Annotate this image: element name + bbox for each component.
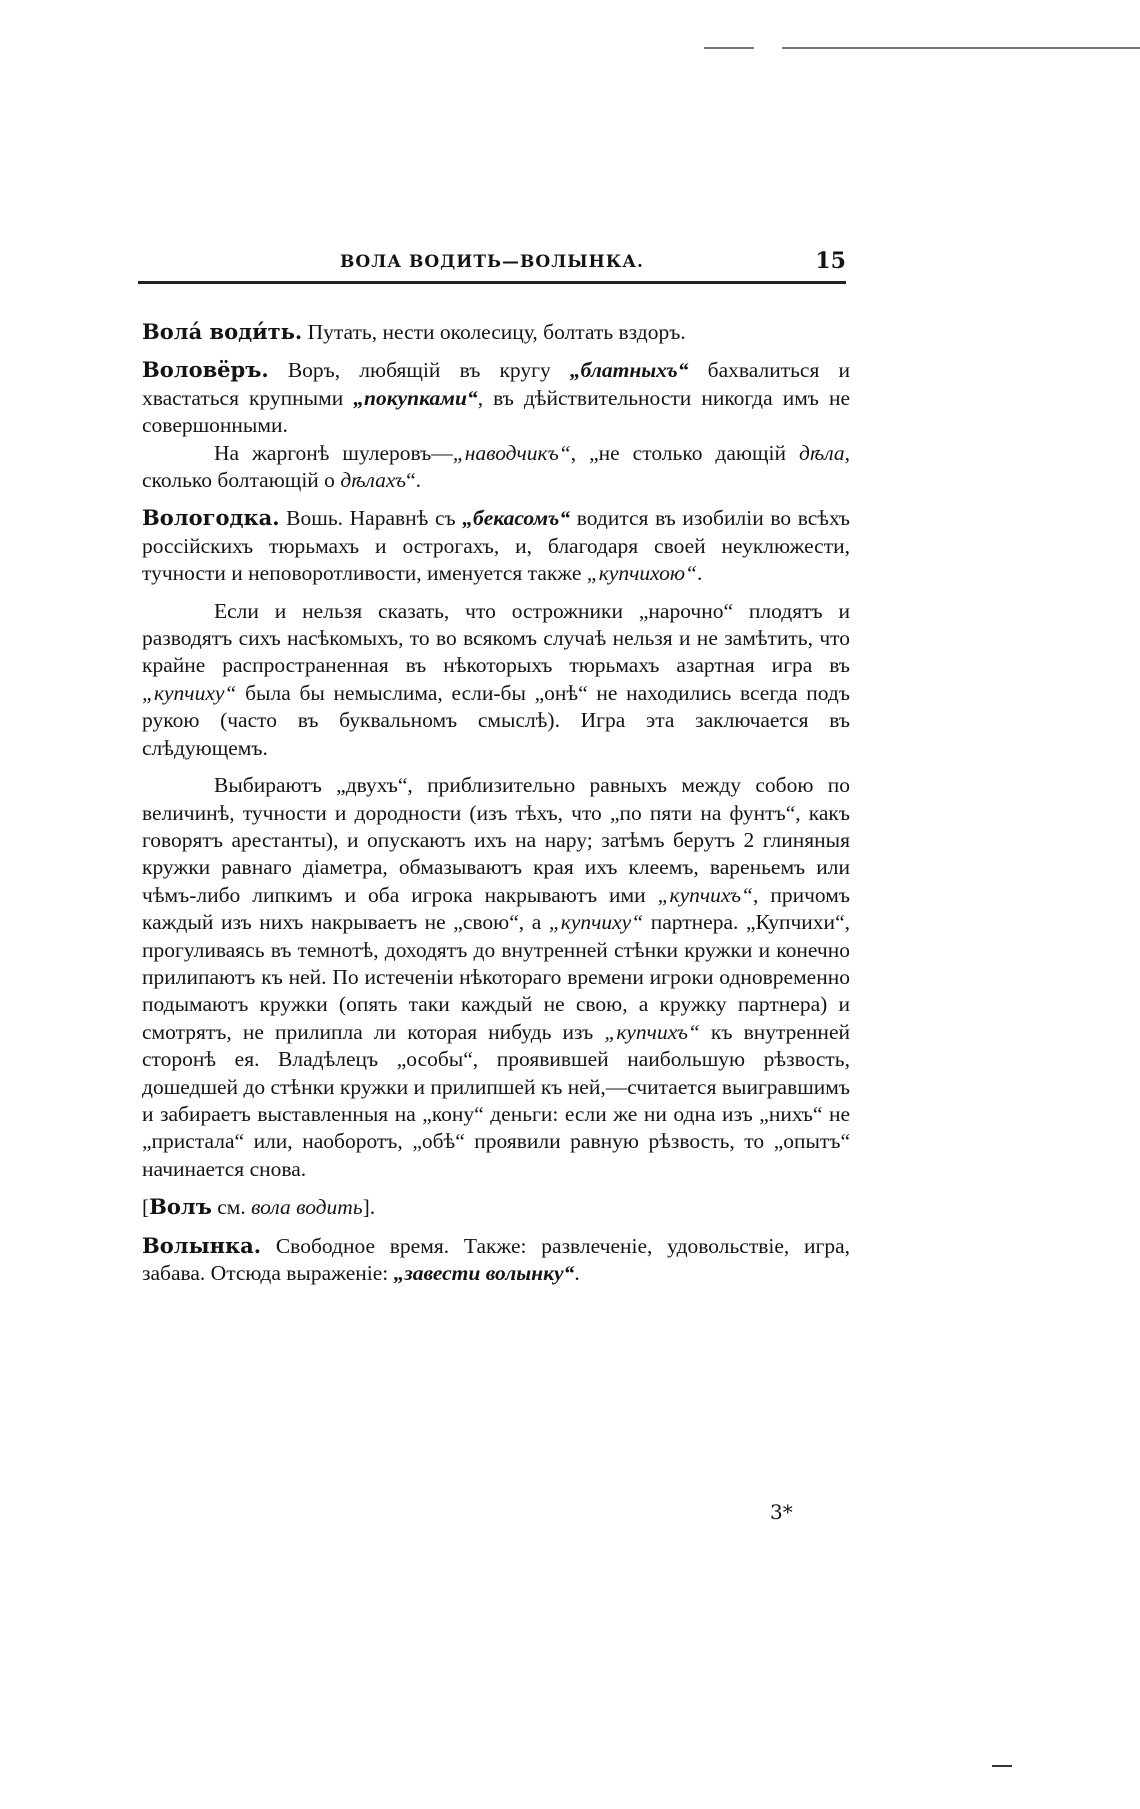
header-rule [138,281,846,284]
entry-headword: Волъ [149,1194,212,1220]
entry-quote: дѣла [799,440,845,465]
cross-reference: вола водить [251,1195,363,1220]
entry-vola-vodit [142,318,850,346]
entry-vol [142,1193,850,1221]
entry-text: бахвалиться и хвастаться крупными [142,358,851,410]
page-number: 15 [815,248,846,274]
dictionary-text [142,318,850,1297]
entry-text: была бы немыслима, если-бы „онѣ“ не находились всегда подъ рукою (часто въ буквальномъ смыслѣ). Игра эта заключается въ слѣдующемъ. [142,680,850,760]
entry-text: водится въ изобиліи во всѣхъ россійскихъ тюрьмахъ и острогахъ, и, благодаря своей неуклюжести, тучности и неповоротливости, именуется также [142,506,851,586]
entry-text: Выбираютъ „двухъ“, приблизительно равныхъ между собою по величинѣ, тучности и дородности (изъ тѣхъ, что „по пяти на фунтъ“, какъ говорятъ арестанты), и опускаютъ ихъ на нару; затѣмъ берутъ 2 глиняныя кружки равнаго діаметра, обмазываютъ края ихъ клеемъ, вареньемъ или чѣмъ-либо липкимъ и оба игрока накрываютъ ими [142,773,850,907]
entry-text: см. [211,1195,252,1220]
entry-headword: Вола́ води́ть. [142,319,303,344]
entry-vologodka-para-2 [142,598,850,762]
entry-quote: „блатныхъ“ [569,358,689,383]
entry-text: . [574,1261,580,1285]
entry-headword: Воловёръ. [142,357,269,383]
entry-text: , „не столько дающій [570,440,800,465]
bracket-open: [ [142,1195,150,1220]
entry-headword: Вологодка. [142,505,280,531]
entry-quote: дѣлахъ [340,468,407,493]
entry-text: , сколько болтающій о [142,440,850,493]
entry-text: къ внутренней сторонѣ ея. Владѣлецъ „особы“, проявившей наибольшую рѣзвость, дошедшей до стѣнки кружки и прилипшей къ ней,—считается выигравшимъ и забираетъ выставленныя на „кону“ деньги: если же ни одна изъ „нихъ“ не „пристала“ или, наоборотъ, „обѣ“ проявили равную рѣзвость, то „опытъ“ начинается снова. [142,1019,851,1181]
entry-quote: „купчихъ“ [657,882,754,907]
entry-text: ]. [362,1195,376,1220]
entry-quote: „покупками“ [353,385,478,410]
entry-text: , причомъ каждый изъ нихъ накрываетъ не „свою“, а [142,882,850,935]
signature-mark: 3* [770,1500,793,1524]
scan-edge-mark [782,47,1140,49]
scan-edge-mark [992,1765,1012,1767]
entry-text: “. [406,468,422,493]
entry-volover [142,356,850,439]
running-title: ВОЛА ВОДИТЬ—ВОЛЫНКА. [340,252,644,272]
entry-text: , въ дѣйствительности никогда имъ не совершонными. [142,385,850,438]
entry-quote: „завести волынку“ [393,1261,575,1285]
entry-text: Если и нельзя сказать, что острожники „нарочно“ плодятъ и разводятъ сихъ насѣкомыхъ, то во всякомъ случаѣ нельзя и не замѣтить, что крайне распространенная въ нѣкоторыхъ тюрьмахъ азартная игра въ [142,598,850,678]
entry-quote: „наводчикъ“ [452,440,571,465]
entry-vologodka [142,504,850,587]
entry-quote: „купчиху“ [142,680,237,705]
entry-quote: „купчиху“ [548,910,644,935]
entry-text: Свободное время. Также: развлеченіе, удовольствіе, игра, забава. Отсюда выраженіе: [142,1233,851,1285]
entry-vologodka-para-3 [142,772,850,1183]
scan-edge-mark [704,47,754,49]
entry-text: Воръ, любящій въ кругу [287,358,570,383]
running-header [138,250,846,284]
entry-volover-note [142,440,850,495]
entry-quote: „бекасомъ“ [462,506,571,531]
entry-text: Вошь. Наравнѣ съ [286,506,463,531]
entry-headword: Волынка. [142,1232,262,1258]
entry-volynka [142,1232,850,1288]
entry-text: На жаргонѣ шулеровъ— [214,440,453,465]
entry-quote: „купчихою“ [586,561,697,586]
entry-definition: Путать, нести околесицу, болтать вздоръ. [307,320,686,344]
entry-text: . [696,561,703,586]
entry-text: партнера. „Купчихи“, прогуливаясь въ темнотѣ, доходятъ до внутренней стѣнки кружки и конечно прилипаютъ къ ней. По истеченіи нѣкотораго времени игроки одновременно подымаютъ кружки (опять таки каждый не свою, а кружку партнера) и смотрятъ, не прилипла ли которая нибудь изъ [142,910,850,1044]
entry-quote: „купчихъ“ [604,1019,700,1044]
